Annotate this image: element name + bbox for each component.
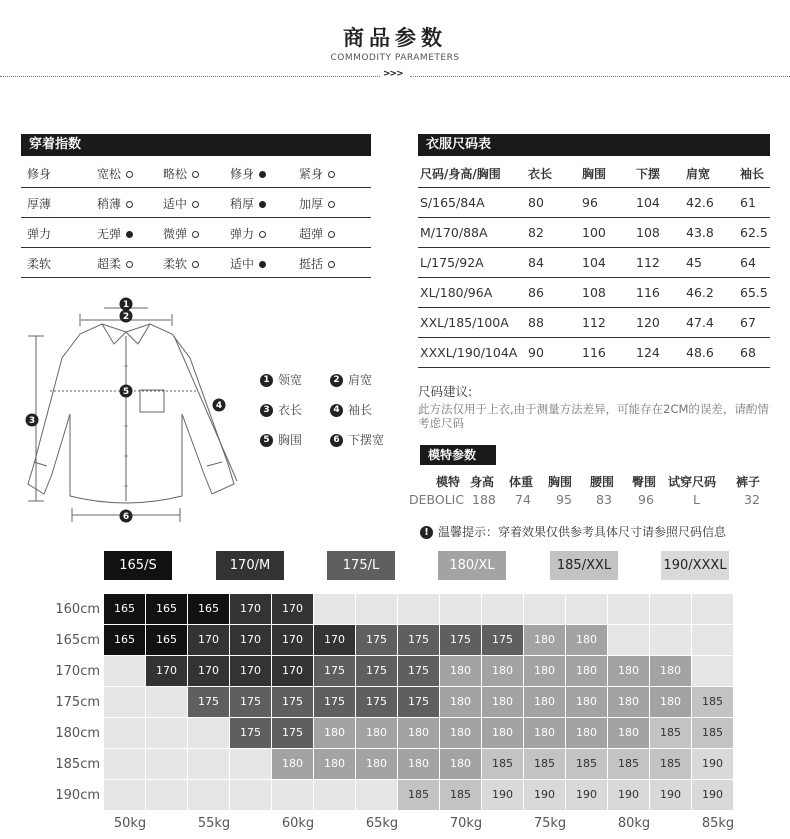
size-cell-175: 175 <box>230 718 271 748</box>
fit-option <box>97 225 133 242</box>
size-cell-185: 185 <box>524 749 565 779</box>
size-header-cell: 胸围 <box>582 167 607 181</box>
size-cell-170: 170 <box>230 656 271 686</box>
size-cell-180: 180 <box>356 718 397 748</box>
empty-cell <box>104 749 145 779</box>
size-legend-185-xxl: 185/XXL <box>550 551 618 580</box>
size-cell: 108 <box>582 285 606 300</box>
size-cell-165: 165 <box>146 625 187 655</box>
size-cell: 90 <box>528 345 544 360</box>
empty-cell <box>356 594 397 624</box>
size-cell: 68 <box>740 345 756 360</box>
measure-legend-item <box>260 431 302 448</box>
size-cell-180: 180 <box>482 687 523 717</box>
unselected-dot-icon <box>328 261 335 268</box>
size-cell-180: 180 <box>440 718 481 748</box>
size-cell-165: 165 <box>104 594 145 624</box>
svg-text:2: 2 <box>122 312 130 322</box>
measure-legend-label: 肩宽 <box>348 373 373 387</box>
size-cell-180: 180 <box>272 749 313 779</box>
fit-option-label: 微弹 <box>163 227 188 241</box>
fit-row-name: 厚薄 <box>27 197 52 211</box>
empty-cell <box>188 749 229 779</box>
svg-text:6: 6 <box>122 512 130 522</box>
model-header-cell: 试穿尺码 <box>668 475 717 489</box>
model-header-cell: 体重 <box>509 475 534 489</box>
number-1-icon: 1 <box>260 374 273 387</box>
unselected-dot-icon <box>192 201 199 208</box>
size-table-row <box>418 217 770 248</box>
exclamation-icon: ! <box>420 526 433 539</box>
empty-cell <box>104 656 145 686</box>
fit-row <box>21 217 371 248</box>
height-label: 190cm <box>55 788 100 803</box>
selected-dot-icon <box>126 231 133 238</box>
empty-cell <box>188 780 229 810</box>
height-label: 185cm <box>55 757 100 772</box>
size-cell-180: 180 <box>608 656 649 686</box>
size-advice-title: 尺码建议: <box>418 384 473 399</box>
measure-legend-item <box>260 371 302 388</box>
size-cell: 116 <box>636 285 660 300</box>
size-cell-185: 185 <box>650 749 691 779</box>
fit-row-name: 修身 <box>27 167 52 181</box>
size-cell-180: 180 <box>356 749 397 779</box>
size-cell-180: 180 <box>650 687 691 717</box>
size-cell: 112 <box>636 255 660 270</box>
measure-legend-item <box>330 401 372 418</box>
size-table-row <box>418 277 770 308</box>
size-cell: 104 <box>636 195 660 210</box>
size-cell-175: 175 <box>356 687 397 717</box>
fit-option-label: 挺括 <box>299 257 324 271</box>
size-cell: 48.6 <box>686 345 714 360</box>
empty-cell <box>314 780 355 810</box>
fit-option-label: 加厚 <box>299 197 324 211</box>
size-cell-170: 170 <box>272 656 313 686</box>
size-legend-190-xxxl: 190/XXXL <box>661 551 729 580</box>
empty-cell <box>524 594 565 624</box>
measure-legend-label: 下摆宽 <box>348 433 385 447</box>
unselected-dot-icon <box>192 231 199 238</box>
unselected-dot-icon <box>328 201 335 208</box>
model-header-cell: 腰围 <box>590 475 615 489</box>
fit-option-label: 适中 <box>230 257 255 271</box>
height-label: 170cm <box>55 664 100 679</box>
height-label: 160cm <box>55 602 100 617</box>
size-cell-185: 185 <box>608 749 649 779</box>
model-value-cell: DEBOLIC <box>409 492 465 507</box>
weight-label: 60kg <box>281 816 315 831</box>
size-cell: 86 <box>528 285 544 300</box>
height-label: 180cm <box>55 726 100 741</box>
fit-option-label: 稍厚 <box>230 197 255 211</box>
weight-label: 50kg <box>113 816 147 831</box>
size-cell-165: 165 <box>188 594 229 624</box>
unselected-dot-icon <box>328 171 335 178</box>
weight-label: 55kg <box>197 816 231 831</box>
fit-option-label: 修身 <box>230 167 255 181</box>
empty-cell <box>398 594 439 624</box>
arrows-icon: >>> <box>383 69 403 79</box>
fit-option <box>230 255 266 272</box>
size-cell-175: 175 <box>272 718 313 748</box>
size-cell-175: 175 <box>356 625 397 655</box>
fit-row-name: 柔软 <box>27 257 52 271</box>
size-table-row <box>418 187 770 218</box>
size-table-row <box>418 337 770 368</box>
number-3-icon: 3 <box>260 404 273 417</box>
size-cell-185: 185 <box>692 687 733 717</box>
empty-cell <box>314 594 355 624</box>
fit-row <box>21 157 371 188</box>
fit-option-label: 紧身 <box>299 167 324 181</box>
size-cell-175: 175 <box>356 656 397 686</box>
size-cell-180: 180 <box>524 625 565 655</box>
svg-text:5: 5 <box>122 387 130 397</box>
size-cell-190: 190 <box>692 749 733 779</box>
unselected-dot-icon <box>126 201 133 208</box>
unselected-dot-icon <box>192 261 199 268</box>
size-cell-180: 180 <box>524 718 565 748</box>
size-legend-175-l: 175/L <box>327 551 395 580</box>
fit-option <box>163 165 199 182</box>
model-value-cell: 188 <box>472 492 496 507</box>
unselected-dot-icon <box>126 171 133 178</box>
size-cell-175: 175 <box>230 687 271 717</box>
size-cell: 80 <box>528 195 544 210</box>
size-header-cell: 尺码/身高/胸围 <box>420 167 501 181</box>
size-cell: 61 <box>740 195 756 210</box>
size-cell: S/165/84A <box>420 195 485 210</box>
size-cell-180: 180 <box>482 718 523 748</box>
size-cell: 120 <box>636 315 660 330</box>
size-cell: 47.4 <box>686 315 714 330</box>
size-cell: 43.8 <box>686 225 714 240</box>
size-cell-175: 175 <box>188 687 229 717</box>
size-cell-180: 180 <box>524 656 565 686</box>
measure-legend-label: 胸围 <box>278 433 303 447</box>
size-table-row <box>418 307 770 338</box>
size-cell-170: 170 <box>272 594 313 624</box>
size-cell: XXXL/190/104A <box>420 345 518 360</box>
size-cell: XXL/185/100A <box>420 315 509 330</box>
size-cell-190: 190 <box>482 780 523 810</box>
empty-cell <box>146 718 187 748</box>
size-table-title: 衣服尺码表 <box>418 134 770 156</box>
size-header-cell: 衣长 <box>528 167 553 181</box>
height-label: 165cm <box>55 633 100 648</box>
size-cell-180: 180 <box>398 718 439 748</box>
fit-row <box>21 187 371 218</box>
size-cell: 64 <box>740 255 756 270</box>
size-cell: 42.6 <box>686 195 714 210</box>
fit-option-label: 适中 <box>163 197 188 211</box>
unselected-dot-icon <box>328 231 335 238</box>
fit-option <box>163 255 199 272</box>
size-cell-170: 170 <box>146 656 187 686</box>
size-advice-text: 此方法仅用于上衣,由于测量方法差异，可能存在2CM的误差，请酌情考虑尺码 <box>418 402 769 430</box>
empty-cell <box>440 594 481 624</box>
size-cell-175: 175 <box>440 625 481 655</box>
divider-right <box>410 76 790 77</box>
size-cell: 46.2 <box>686 285 714 300</box>
fit-option <box>97 255 133 272</box>
size-cell-185: 185 <box>650 718 691 748</box>
number-4-icon: 4 <box>330 404 343 417</box>
fit-option <box>230 195 266 212</box>
tip-text: 温馨提示：穿着效果仅供参考具体尺寸请参照尺码信息 <box>438 525 727 539</box>
size-cell-180: 180 <box>524 687 565 717</box>
empty-cell <box>104 687 145 717</box>
fit-row <box>21 247 371 278</box>
tip <box>420 523 726 540</box>
size-cell: L/175/92A <box>420 255 484 270</box>
size-header-cell: 袖长 <box>740 167 765 181</box>
fit-option <box>163 195 199 212</box>
model-value-cell: L <box>693 492 700 507</box>
size-cell: 124 <box>636 345 660 360</box>
model-title: 模特参数 <box>420 445 496 465</box>
empty-cell <box>566 594 607 624</box>
fit-option-label: 超柔 <box>97 257 122 271</box>
fit-option <box>163 225 199 242</box>
empty-cell <box>482 594 523 624</box>
empty-cell <box>104 780 145 810</box>
number-2-icon: 2 <box>330 374 343 387</box>
size-cell: 45 <box>686 255 702 270</box>
size-cell-180: 180 <box>608 718 649 748</box>
size-cell-185: 185 <box>692 718 733 748</box>
empty-cell <box>230 749 271 779</box>
fit-title: 穿着指数 <box>21 134 371 156</box>
size-cell: 82 <box>528 225 544 240</box>
empty-cell <box>146 687 187 717</box>
size-cell-170: 170 <box>230 625 271 655</box>
size-cell: 96 <box>582 195 598 210</box>
size-cell: XL/180/96A <box>420 285 493 300</box>
size-cell-190: 190 <box>650 780 691 810</box>
size-legend-180-xl: 180/XL <box>438 551 506 580</box>
fit-option-label: 略松 <box>163 167 188 181</box>
model-header-cell: 身高 <box>470 475 495 489</box>
svg-text:1: 1 <box>122 300 130 310</box>
empty-cell <box>146 780 187 810</box>
measure-legend-item <box>330 371 372 388</box>
size-cell-180: 180 <box>398 749 439 779</box>
size-cell: 62.5 <box>740 225 768 240</box>
divider-left <box>0 76 380 77</box>
size-cell-180: 180 <box>566 656 607 686</box>
size-cell-180: 180 <box>440 687 481 717</box>
fit-option <box>97 195 133 212</box>
size-cell-180: 180 <box>566 687 607 717</box>
size-legend-170-m: 170/M <box>216 551 284 580</box>
size-legend-165-s: 165/S <box>104 551 172 580</box>
empty-cell <box>104 718 145 748</box>
weight-label: 65kg <box>365 816 399 831</box>
size-cell-180: 180 <box>608 687 649 717</box>
size-table-row <box>418 247 770 278</box>
size-cell: 65.5 <box>740 285 768 300</box>
size-cell-170: 170 <box>188 656 229 686</box>
size-cell-175: 175 <box>272 687 313 717</box>
size-cell-185: 185 <box>440 780 481 810</box>
fit-option <box>230 165 266 182</box>
size-cell-165: 165 <box>146 594 187 624</box>
size-cell-190: 190 <box>524 780 565 810</box>
shirt-diagram <box>22 296 242 528</box>
size-cell-165: 165 <box>104 625 145 655</box>
fit-option <box>97 165 133 182</box>
fit-option-label: 弹力 <box>230 227 255 241</box>
weight-label: 70kg <box>449 816 483 831</box>
size-cell: 84 <box>528 255 544 270</box>
fit-option <box>299 225 335 242</box>
model-header-cell: 胸围 <box>548 475 573 489</box>
svg-text:4: 4 <box>215 401 223 411</box>
size-cell: 104 <box>582 255 606 270</box>
size-cell-175: 175 <box>314 687 355 717</box>
empty-cell <box>650 625 691 655</box>
fit-option <box>299 195 335 212</box>
weight-label: 80kg <box>617 816 651 831</box>
size-cell-185: 185 <box>482 749 523 779</box>
model-value-cell: 83 <box>596 492 612 507</box>
fit-option <box>299 255 335 272</box>
empty-cell <box>608 625 649 655</box>
empty-cell <box>692 594 733 624</box>
model-value-cell: 74 <box>515 492 531 507</box>
measure-legend-item <box>260 401 302 418</box>
size-cell-175: 175 <box>482 625 523 655</box>
measure-legend-label: 衣长 <box>278 403 303 417</box>
fit-option-label: 柔软 <box>163 257 188 271</box>
empty-cell <box>272 780 313 810</box>
empty-cell <box>356 780 397 810</box>
number-6-icon: 6 <box>330 434 343 447</box>
size-cell-170: 170 <box>188 625 229 655</box>
size-cell-175: 175 <box>314 656 355 686</box>
svg-text:3: 3 <box>28 416 36 426</box>
size-cell-180: 180 <box>482 656 523 686</box>
page-title: 商品参数 <box>343 26 447 50</box>
size-cell: 67 <box>740 315 756 330</box>
size-cell-185: 185 <box>566 749 607 779</box>
fit-option-label: 无弹 <box>97 227 122 241</box>
fit-option <box>299 165 335 182</box>
fit-option-label: 稍薄 <box>97 197 122 211</box>
size-cell-180: 180 <box>566 718 607 748</box>
number-5-icon: 5 <box>260 434 273 447</box>
selected-dot-icon <box>259 261 266 268</box>
size-cell: M/170/88A <box>420 225 488 240</box>
empty-cell <box>692 625 733 655</box>
empty-cell <box>650 594 691 624</box>
size-cell: 108 <box>636 225 660 240</box>
weight-label: 85kg <box>701 816 735 831</box>
size-cell-190: 190 <box>692 780 733 810</box>
size-cell-180: 180 <box>440 656 481 686</box>
model-header-cell: 臀围 <box>632 475 657 489</box>
size-cell-190: 190 <box>608 780 649 810</box>
size-cell-180: 180 <box>650 656 691 686</box>
size-header-cell: 肩宽 <box>686 167 711 181</box>
size-cell: 112 <box>582 315 606 330</box>
size-cell-170: 170 <box>272 625 313 655</box>
measure-legend-item <box>330 431 384 448</box>
measure-legend-label: 袖长 <box>348 403 373 417</box>
model-header-cell: 模特 <box>436 475 461 489</box>
fit-option-label: 超弹 <box>299 227 324 241</box>
size-cell-180: 180 <box>314 749 355 779</box>
height-label: 175cm <box>55 695 100 710</box>
page-subtitle: COMMODITY PARAMETERS <box>330 53 460 63</box>
unselected-dot-icon <box>126 261 133 268</box>
size-cell-170: 170 <box>314 625 355 655</box>
size-cell-180: 180 <box>440 749 481 779</box>
empty-cell <box>230 780 271 810</box>
unselected-dot-icon <box>192 171 199 178</box>
empty-cell <box>146 749 187 779</box>
size-header-cell: 下摆 <box>636 167 661 181</box>
size-cell-185: 185 <box>398 780 439 810</box>
model-header-cell: 裤子 <box>736 475 761 489</box>
size-table-header <box>418 157 770 188</box>
model-value-cell: 32 <box>744 492 760 507</box>
size-cell-190: 190 <box>566 780 607 810</box>
size-cell-180: 180 <box>314 718 355 748</box>
size-cell-170: 170 <box>230 594 271 624</box>
size-cell: 100 <box>582 225 606 240</box>
size-cell: 88 <box>528 315 544 330</box>
fit-row-name: 弹力 <box>27 227 52 241</box>
empty-cell <box>692 656 733 686</box>
size-cell: 116 <box>582 345 606 360</box>
empty-cell <box>188 718 229 748</box>
unselected-dot-icon <box>259 231 266 238</box>
fit-option-label: 宽松 <box>97 167 122 181</box>
model-value-cell: 96 <box>638 492 654 507</box>
size-cell-175: 175 <box>398 687 439 717</box>
size-cell-175: 175 <box>398 625 439 655</box>
fit-option <box>230 225 266 242</box>
selected-dot-icon <box>259 201 266 208</box>
empty-cell <box>608 594 649 624</box>
size-cell-175: 175 <box>398 656 439 686</box>
model-value-cell: 95 <box>556 492 572 507</box>
measure-legend-label: 领宽 <box>278 373 303 387</box>
weight-label: 75kg <box>533 816 567 831</box>
size-cell-180: 180 <box>566 625 607 655</box>
selected-dot-icon <box>259 171 266 178</box>
